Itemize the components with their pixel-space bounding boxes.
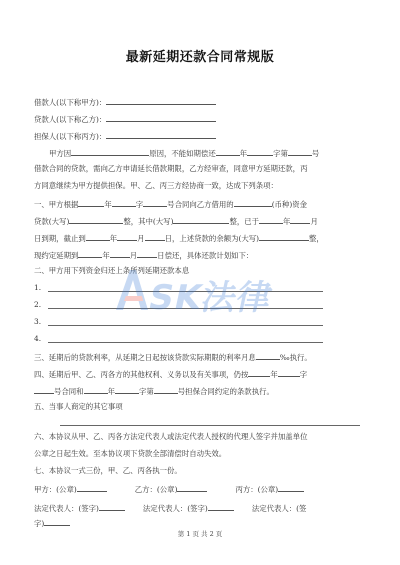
clause4-line-1	[34, 368, 370, 380]
item-line[interactable]	[48, 291, 323, 292]
guarantor-line	[34, 130, 370, 142]
watermark-text: SK法律	[145, 278, 277, 318]
blank[interactable]	[78, 198, 104, 207]
intro-text: 原因，不能如期偿还	[149, 149, 216, 158]
clause-text: 年	[109, 234, 118, 243]
clause-text: 月	[129, 251, 138, 260]
blank[interactable]	[34, 385, 54, 394]
clause4-line-2	[34, 385, 370, 397]
intro-text: 甲方因	[49, 149, 72, 158]
intro-text: 字第	[273, 149, 288, 158]
rep-c-sign: 法定代表人：(签	[251, 504, 307, 513]
clause-text: 整，其中(大写)	[123, 217, 174, 226]
clause1-line-3	[34, 232, 370, 244]
clause-text: 年	[283, 217, 291, 226]
blank[interactable]	[248, 368, 270, 377]
intro-line-2: 借款合同的贷款，需向乙方申请延长借款期限，乙方经审查，同意甲方延期还款，丙	[34, 164, 308, 173]
amount-blank[interactable]	[173, 215, 229, 224]
number-blank[interactable]	[288, 147, 312, 156]
blank[interactable]	[99, 502, 125, 511]
clause6-line-1: 六、本协议从甲、乙、丙各方法定代表人或法定代表人授权的代理人签字并加盖单位	[34, 432, 308, 441]
rate-blank[interactable]	[256, 351, 280, 360]
reason-blank[interactable]	[71, 147, 149, 156]
seal-line	[34, 483, 370, 495]
clause-text: 日，上述贷款的余额为(大写)	[164, 234, 260, 243]
blank[interactable]	[44, 517, 70, 526]
blank[interactable]	[259, 215, 283, 224]
clause1-line-4	[34, 249, 370, 261]
clause-text: 月	[310, 217, 318, 226]
item-number: 1.	[34, 283, 42, 292]
lender-blank[interactable]	[106, 113, 216, 122]
rep-c-sign-cont: 字)	[34, 519, 45, 528]
rep-a-sign: 法定代表人：(签字)	[34, 504, 99, 513]
clause2-heading: 二、甲方用下列资金归还上条所列延期还款本息	[34, 266, 190, 275]
intro-text: 年	[239, 149, 248, 158]
balance-blank[interactable]	[259, 232, 309, 241]
party-b-seal: 乙方：(公章)	[134, 485, 178, 494]
blank[interactable]	[290, 215, 310, 224]
party-a-seal: 甲方：(公章)	[34, 485, 77, 494]
rep-line	[34, 502, 370, 514]
blank[interactable]	[86, 232, 110, 241]
guarantor-label: 担保人(以下称丙方)：	[34, 132, 107, 141]
item-line[interactable]	[48, 308, 323, 309]
item-line[interactable]	[48, 325, 323, 326]
clause-text: 三、延期后的贷款利率，从延期之日起按该贷款实际期限的利率月息	[34, 353, 256, 362]
page-title: 最新延期还款合同常规版	[125, 50, 275, 65]
blank[interactable]	[145, 232, 165, 241]
clause-text: 月	[137, 234, 145, 243]
clause3-line	[34, 351, 370, 363]
clause5-heading: 五、当事人商定的其它事项	[34, 402, 123, 411]
clause-text: 四、延期后甲、乙、丙各方的其他权利、义务以及有关事项，仍按	[34, 370, 249, 379]
year-blank[interactable]	[216, 147, 240, 156]
clause-text: 号合同和	[54, 387, 84, 396]
item-number: 4.	[34, 334, 42, 343]
borrower-label: 借款人(以下称甲方)：	[34, 98, 107, 107]
blank[interactable]	[117, 232, 137, 241]
clause-text: 年	[104, 200, 112, 209]
intro-text: 号	[311, 149, 320, 158]
other-matters-line[interactable]	[60, 425, 360, 426]
page-footer: 第 1 页 共 2 页	[177, 530, 223, 538]
blank[interactable]	[278, 368, 300, 377]
clause7-line: 七、本协议一式三份，甲、乙、丙各执一份。	[34, 466, 182, 475]
rep-line-cont	[34, 517, 370, 529]
guarantor-blank[interactable]	[106, 130, 216, 139]
clause-text: 日到期，截止到	[34, 234, 86, 243]
blank[interactable]	[110, 249, 130, 258]
blank[interactable]	[115, 385, 139, 394]
borrower-line	[34, 96, 370, 108]
intro-line-1	[34, 147, 370, 159]
clause-text: 整，	[309, 234, 324, 243]
item-line[interactable]	[48, 342, 323, 343]
clause-text: 年	[102, 251, 110, 260]
clause-text: 现约定延期到	[34, 251, 79, 260]
party-c-seal: 丙方：(公章)	[235, 485, 279, 494]
clause-text: 字	[135, 200, 144, 209]
blank[interactable]	[84, 385, 108, 394]
lender-label: 贷款人(以下称乙方)：	[34, 115, 107, 124]
amount-blank[interactable]	[69, 215, 123, 224]
blank[interactable]	[208, 502, 234, 511]
blank[interactable]	[278, 483, 304, 492]
blank[interactable]	[247, 147, 273, 156]
clause-text: 号合同向乙方借用的	[167, 200, 234, 209]
clause-text: 字第	[138, 387, 154, 396]
rep-b-sign: 法定代表人：(签字)	[142, 504, 208, 513]
borrower-blank[interactable]	[106, 96, 216, 105]
clause-text: (币种)资金	[271, 200, 308, 209]
blank[interactable]	[78, 249, 102, 258]
clause6-line-2: 公章之日起生效。至本协议项下贷款全部清偿时自动失效。	[34, 449, 227, 458]
clause-text: 号担保合同约定的条款执行。	[177, 387, 274, 396]
clause-text: 贷款(大写)	[34, 217, 70, 226]
blank[interactable]	[154, 385, 178, 394]
clause-text: 日偿还，具体还款计划如下：	[157, 251, 254, 260]
item-number: 3.	[34, 317, 42, 326]
blank[interactable]	[77, 483, 107, 492]
blank[interactable]	[177, 483, 207, 492]
clause-text: 年	[107, 387, 115, 396]
lender-line	[34, 113, 370, 125]
currency-blank[interactable]	[234, 198, 272, 207]
blank[interactable]	[137, 249, 157, 258]
clause-text: 整，已于	[229, 217, 260, 226]
clause-text: ‰执行。	[279, 353, 312, 362]
blank[interactable]	[143, 198, 167, 207]
clause1-line-1	[34, 198, 370, 210]
clause-text: 字	[299, 370, 308, 379]
item-number: 2.	[34, 300, 42, 309]
clause-text: 一、甲方根据	[34, 200, 79, 209]
blank[interactable]	[112, 198, 136, 207]
intro-line-3: 方同意继续为甲方提供担保。甲、乙、丙三方经协商一致，达成下列条项：	[34, 181, 278, 190]
clause-text: 年	[270, 370, 278, 379]
clause1-line-2	[34, 215, 370, 227]
